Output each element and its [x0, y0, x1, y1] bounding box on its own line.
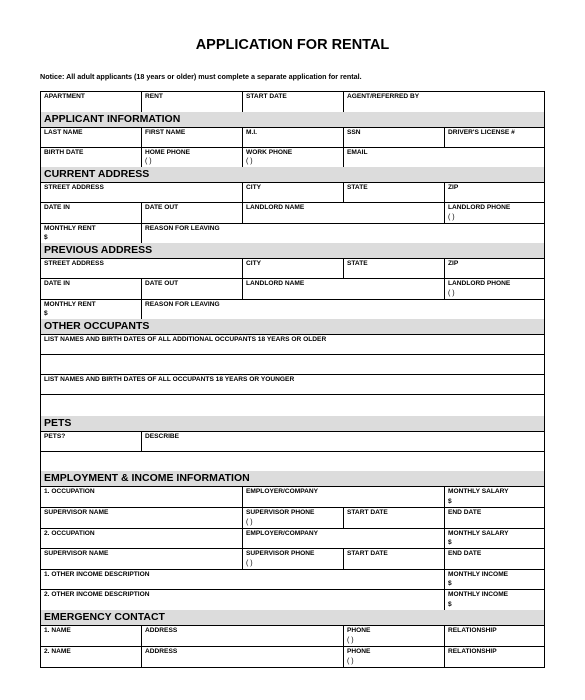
dollar-sign: $: [44, 234, 48, 242]
field-label: BIRTH DATE: [44, 149, 84, 156]
divider: [242, 182, 243, 202]
divider: [141, 223, 142, 243]
divider: [444, 202, 445, 223]
divider: [444, 182, 445, 202]
street-address-field[interactable]: [40, 182, 242, 202]
field-label: END DATE: [448, 509, 482, 516]
phone-area-code: ( ): [347, 636, 354, 644]
field-label: ADDRESS: [145, 627, 178, 634]
prev-city-field[interactable]: [242, 258, 343, 278]
field-label: SSN: [347, 129, 361, 136]
field-label: MONTHLY RENT: [44, 301, 96, 308]
form-row: [40, 569, 545, 589]
field-label: M.I.: [246, 129, 257, 136]
form-row: [40, 258, 545, 278]
field-label: LAST NAME: [44, 129, 83, 136]
field-label: EMPLOYER/COMPANY: [246, 488, 319, 495]
prev-landlord-phone-field[interactable]: [444, 278, 545, 299]
field-label: EMAIL: [347, 149, 368, 156]
field-label: STATE: [347, 260, 368, 267]
pets-field[interactable]: [40, 431, 141, 451]
field-label: 2. OCCUPATION: [44, 530, 95, 537]
landlord-phone-field[interactable]: [444, 202, 545, 223]
divider: [141, 278, 142, 299]
date-in-field[interactable]: [40, 202, 141, 223]
section-header-row: [40, 610, 545, 625]
divider: [141, 625, 142, 646]
emergency-address-1-field[interactable]: [141, 625, 343, 646]
start-date-field[interactable]: [242, 91, 343, 112]
field-label: STATE: [347, 184, 368, 191]
field-label: PHONE: [347, 648, 371, 655]
other-income-2-field[interactable]: [40, 589, 444, 610]
pets-describe-field[interactable]: [141, 431, 545, 451]
phone-area-code: ( ): [246, 157, 253, 165]
city-field[interactable]: [242, 182, 343, 202]
divider: [343, 646, 344, 667]
monthly-salary-2-field[interactable]: [444, 528, 545, 548]
field-label: 1. OCCUPATION: [44, 488, 95, 495]
landlord-name-field[interactable]: [242, 202, 444, 223]
divider: [343, 548, 344, 569]
middle-initial-field[interactable]: [242, 127, 343, 147]
dollar-sign: $: [448, 498, 452, 506]
field-label: REASON FOR LEAVING: [145, 225, 220, 232]
divider: [141, 91, 142, 112]
section-header-row: [40, 471, 545, 486]
prev-landlord-name-field[interactable]: [242, 278, 444, 299]
field-label: START DATE: [347, 550, 388, 557]
divider: [444, 127, 445, 147]
work-phone-field[interactable]: [242, 147, 343, 167]
divider: [444, 507, 445, 528]
emergency-name-1-field[interactable]: [40, 625, 141, 646]
rent-field[interactable]: [141, 91, 242, 112]
field-label: RELATIONSHIP: [448, 648, 497, 655]
phone-area-code: ( ): [347, 657, 354, 665]
phone-area-code: ( ): [448, 213, 455, 221]
prev-reason-for-leaving-field[interactable]: [141, 299, 545, 319]
divider: [242, 486, 243, 507]
field-label: SUPERVISOR PHONE: [246, 550, 315, 557]
dollar-sign: $: [448, 580, 452, 588]
divider: [242, 528, 243, 548]
apartment-field[interactable]: [40, 91, 141, 112]
field-label: MONTHLY INCOME: [448, 591, 509, 598]
emergency-relationship-2-field[interactable]: [444, 646, 545, 667]
field-label: REASON FOR LEAVING: [145, 301, 220, 308]
state-field[interactable]: [343, 182, 444, 202]
field-label: MONTHLY INCOME: [448, 571, 509, 578]
other-occupants-header: OTHER OCCUPANTS: [40, 319, 545, 334]
prev-date-out-field[interactable]: [141, 278, 242, 299]
field-label: AGENT/REFERRED BY: [347, 93, 420, 100]
monthly-salary-1-field[interactable]: [444, 486, 545, 507]
supervisor-name-2-field[interactable]: [40, 548, 242, 569]
phone-area-code: ( ): [246, 518, 253, 526]
prev-state-field[interactable]: [343, 258, 444, 278]
divider: [141, 431, 142, 451]
field-label: DESCRIBE: [145, 433, 180, 440]
minor-occupants-label[interactable]: [40, 374, 545, 394]
section-header-row: [40, 319, 545, 334]
divider: [242, 258, 243, 278]
date-out-field[interactable]: [141, 202, 242, 223]
field-label: ZIP: [448, 184, 459, 191]
divider: [343, 127, 344, 147]
field-label: LANDLORD PHONE: [448, 204, 511, 211]
form-row: [40, 223, 545, 243]
field-label: LIST NAMES AND BIRTH DATES OF ALL ADDITIONAL OCCUPANTS 18 YEARS OR OLDER: [44, 336, 327, 343]
employment-income-header: EMPLOYMENT & INCOME INFORMATION: [40, 471, 545, 486]
dollar-sign: $: [44, 310, 48, 318]
divider: [444, 528, 445, 548]
field-label: SUPERVISOR NAME: [44, 509, 109, 516]
current-address-header: CURRENT ADDRESS: [40, 167, 545, 182]
dollar-sign: $: [448, 539, 452, 547]
divider: [444, 569, 445, 589]
field-label: DRIVER'S LICENSE #: [448, 129, 515, 136]
field-label: LIST NAMES AND BIRTH DATES OF ALL OCCUPANTS 18 YEARS OR YOUNGER: [44, 376, 295, 383]
field-label: STREET ADDRESS: [44, 184, 104, 191]
divider: [40, 91, 41, 668]
divider: [242, 202, 243, 223]
divider: [444, 625, 445, 646]
ssn-field[interactable]: [343, 127, 444, 147]
prev-street-address-field[interactable]: [40, 258, 242, 278]
field-label: 2. OTHER INCOME DESCRIPTION: [44, 591, 150, 598]
form-row: [40, 202, 545, 223]
field-label: END DATE: [448, 550, 482, 557]
prev-monthly-rent-field[interactable]: [40, 299, 141, 319]
field-label: DATE IN: [44, 280, 70, 287]
field-label: SUPERVISOR NAME: [44, 550, 109, 557]
field-label: MONTHLY RENT: [44, 225, 96, 232]
supervisor-name-1-field[interactable]: [40, 507, 242, 528]
divider: [141, 147, 142, 167]
field-label: RENT: [145, 93, 163, 100]
other-income-1-amount-field[interactable]: [444, 569, 545, 589]
field-label: STREET ADDRESS: [44, 260, 104, 267]
form-row: [40, 625, 545, 646]
form-row: [40, 278, 545, 299]
adult-occupants-entry[interactable]: [40, 354, 545, 374]
field-label: EMPLOYER/COMPANY: [246, 530, 319, 537]
divider: [242, 507, 243, 528]
divider: [40, 667, 545, 668]
field-label: PHONE: [347, 627, 371, 634]
occupation-1-field[interactable]: [40, 486, 242, 507]
form-row: [40, 374, 545, 394]
section-header-row: [40, 243, 545, 258]
divider: [242, 127, 243, 147]
divider: [141, 646, 142, 667]
prev-date-in-field[interactable]: [40, 278, 141, 299]
divider: [343, 147, 344, 167]
field-label: MONTHLY SALARY: [448, 530, 509, 537]
supervisor-phone-2-field[interactable]: [242, 548, 343, 569]
section-header-row: [40, 112, 545, 127]
email-field[interactable]: [343, 147, 545, 167]
divider: [343, 625, 344, 646]
phone-area-code: ( ): [246, 559, 253, 567]
divider: [242, 278, 243, 299]
divider: [242, 91, 243, 112]
form-row: [40, 589, 545, 610]
divider: [544, 91, 545, 668]
dollar-sign: $: [448, 601, 452, 609]
field-label: LANDLORD NAME: [246, 280, 305, 287]
field-label: DATE OUT: [145, 280, 179, 287]
form-row: [40, 431, 545, 451]
other-income-2-amount-field[interactable]: [444, 589, 545, 610]
supervisor-phone-1-field[interactable]: [242, 507, 343, 528]
emergency-phone-2-field[interactable]: [343, 646, 444, 667]
form-row: [40, 127, 545, 147]
start-date-1-field[interactable]: [343, 507, 444, 528]
pets-extra-field[interactable]: [40, 451, 545, 471]
end-date-1-field[interactable]: [444, 507, 545, 528]
divider: [141, 299, 142, 319]
field-label: SUPERVISOR PHONE: [246, 509, 315, 516]
divider: [444, 646, 445, 667]
page-title: APPLICATION FOR RENTAL: [195, 37, 390, 53]
field-label: APARTMENT: [44, 93, 85, 100]
field-label: HOME PHONE: [145, 149, 191, 156]
field-label: ZIP: [448, 260, 459, 267]
field-label: DATE IN: [44, 204, 70, 211]
end-date-2-field[interactable]: [444, 548, 545, 569]
divider: [141, 127, 142, 147]
field-label: WORK PHONE: [246, 149, 293, 156]
emergency-contact-header: EMERGENCY CONTACT: [40, 610, 545, 625]
monthly-rent-field[interactable]: [40, 223, 141, 243]
divider: [343, 182, 344, 202]
field-label: LANDLORD PHONE: [448, 280, 511, 287]
field-label: CITY: [246, 184, 262, 191]
employer-company-1-field[interactable]: [242, 486, 444, 507]
home-phone-field[interactable]: [141, 147, 242, 167]
emergency-address-2-field[interactable]: [141, 646, 343, 667]
field-label: ADDRESS: [145, 648, 178, 655]
agent-referred-by-field[interactable]: [343, 91, 545, 112]
form-row: [40, 147, 545, 167]
divider: [444, 278, 445, 299]
applicant-information-header: APPLICANT INFORMATION: [40, 112, 545, 127]
start-date-2-field[interactable]: [343, 548, 444, 569]
employer-company-2-field[interactable]: [242, 528, 444, 548]
notice-text: Notice: All adult applicants (18 years or older) must complete a separate application for rental.: [40, 72, 362, 81]
form-row: [40, 451, 545, 471]
field-label: PETS?: [44, 433, 66, 440]
application-form-table: [40, 91, 545, 667]
section-header-row: [40, 167, 545, 182]
field-label: RELATIONSHIP: [448, 627, 497, 634]
prev-zip-field[interactable]: [444, 258, 545, 278]
zip-field[interactable]: [444, 182, 545, 202]
emergency-name-2-field[interactable]: [40, 646, 141, 667]
other-income-1-field[interactable]: [40, 569, 444, 589]
field-label: FIRST NAME: [145, 129, 186, 136]
field-label: START DATE: [347, 509, 388, 516]
divider: [444, 486, 445, 507]
first-name-field[interactable]: [141, 127, 242, 147]
emergency-phone-1-field[interactable]: [343, 625, 444, 646]
form-row: [40, 354, 545, 374]
field-label: 2. NAME: [44, 648, 71, 655]
phone-area-code: ( ): [145, 157, 152, 165]
last-name-field[interactable]: [40, 127, 141, 147]
divider: [444, 258, 445, 278]
divider: [444, 548, 445, 569]
field-label: 1. OTHER INCOME DESCRIPTION: [44, 571, 150, 578]
field-label: LANDLORD NAME: [246, 204, 305, 211]
birth-date-field[interactable]: [40, 147, 141, 167]
occupation-2-field[interactable]: [40, 528, 242, 548]
form-row: [40, 507, 545, 528]
field-label: START DATE: [246, 93, 287, 100]
form-row: [40, 528, 545, 548]
form-row: [40, 182, 545, 202]
section-header-row: [40, 416, 545, 431]
reason-for-leaving-field[interactable]: [141, 223, 545, 243]
minor-occupants-entry[interactable]: [40, 394, 545, 416]
form-row: [40, 646, 545, 667]
divider: [343, 507, 344, 528]
field-label: 1. NAME: [44, 627, 71, 634]
emergency-relationship-1-field[interactable]: [444, 625, 545, 646]
divider: [343, 91, 344, 112]
divider: [242, 548, 243, 569]
adult-occupants-label[interactable]: [40, 334, 545, 354]
form-row: [40, 334, 545, 354]
pets-header: PETS: [40, 416, 545, 431]
divider: [242, 147, 243, 167]
drivers-license-field[interactable]: [444, 127, 545, 147]
form-row: [40, 394, 545, 416]
field-label: DATE OUT: [145, 204, 179, 211]
form-row: [40, 486, 545, 507]
divider: [141, 202, 142, 223]
divider: [343, 258, 344, 278]
previous-address-header: PREVIOUS ADDRESS: [40, 243, 545, 258]
divider: [444, 589, 445, 610]
form-row: [40, 299, 545, 319]
phone-area-code: ( ): [448, 289, 455, 297]
field-label: MONTHLY SALARY: [448, 488, 509, 495]
form-row: [40, 548, 545, 569]
form-row: [40, 91, 545, 112]
field-label: CITY: [246, 260, 262, 267]
